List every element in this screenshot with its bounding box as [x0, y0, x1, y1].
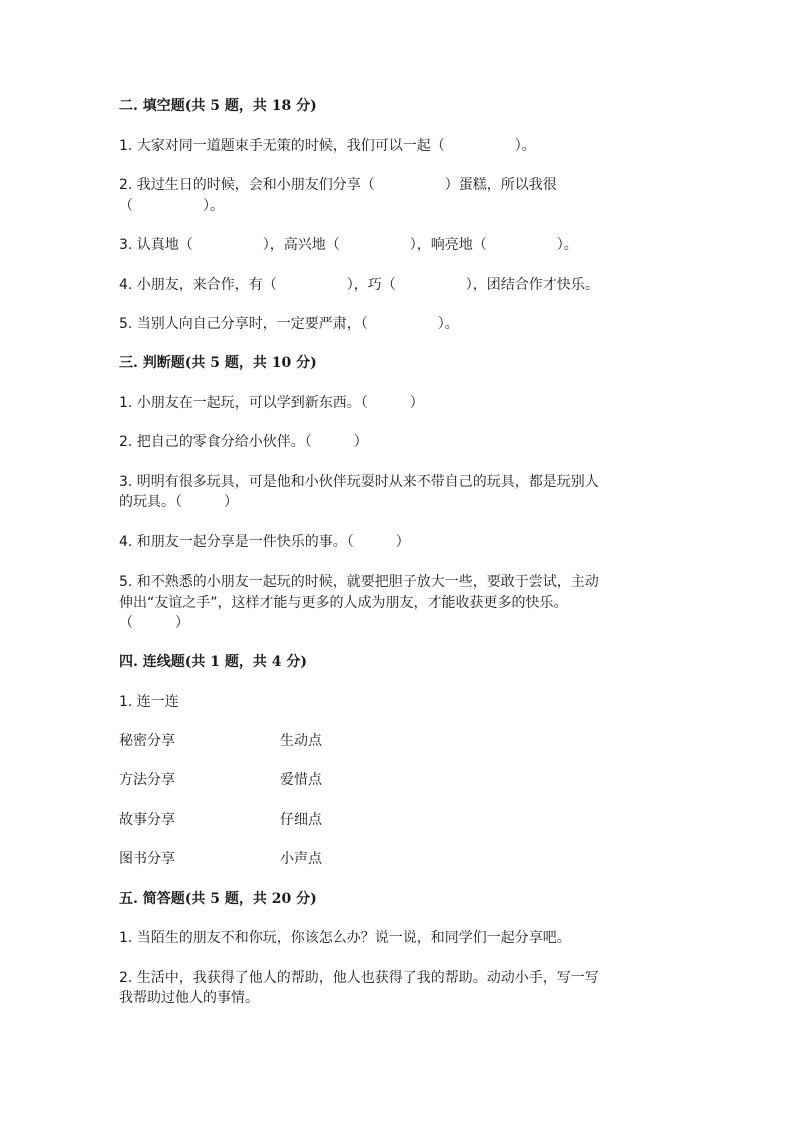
true-false-question-1: 1. 小朋友在一起玩，可以学到新东西。（ ） — [119, 395, 424, 411]
section-heading-short-answer: 五. 简答题(共 5 题，共 20 分) — [119, 891, 317, 907]
matching-left-item: 方法分享 — [119, 772, 175, 788]
fill-blank-question-4: 4. 小朋友，来合作，有（ ），巧（ ），团结合作才快乐。 — [119, 277, 599, 293]
true-false-question-5-line-2: 伸出“友谊之手”，这样才能与更多的人成为朋友，才能收获更多的快乐。 — [119, 595, 568, 611]
matching-right-item: 生动点 — [280, 733, 322, 749]
fill-blank-question-1: 1. 大家对同一道题束手无策的时候，我们可以一起（ ）。 — [119, 138, 536, 154]
matching-left-item: 秘密分享 — [119, 733, 175, 749]
short-answer-question-1: 1. 当陌生的朋友不和你玩，你该怎么办？说一说，和同学们一起分享吧。 — [119, 930, 571, 946]
matching-right-item: 爱惜点 — [280, 772, 322, 788]
true-false-question-2: 2. 把自己的零食分给小伙伴。（ ） — [119, 434, 368, 450]
true-false-question-3-line-2: 的玩具。（ ） — [119, 494, 238, 510]
matching-right-item: 仔细点 — [280, 812, 322, 828]
fill-blank-question-5: 5. 当别人向自己分享时，一定要严肃，（ ）。 — [119, 316, 459, 332]
true-false-question-3-line-1: 3. 明明有很多玩具，可是他和小伙伴玩耍时从来不带自己的玩具，都是玩别人 — [119, 474, 599, 490]
true-false-question-4: 4. 和朋友一起分享是一件快乐的事。（ ） — [119, 534, 410, 550]
section-heading-matching: 四. 连线题(共 1 题，共 4 分) — [119, 654, 307, 670]
fill-blank-question-2-line-2: （ ）。 — [119, 198, 224, 214]
true-false-question-5-line-3: （ ） — [119, 615, 189, 631]
matching-left-item: 故事分享 — [119, 812, 175, 828]
fill-blank-question-3: 3. 认真地（ ），高兴地（ ），响亮地（ ）。 — [119, 237, 578, 253]
matching-left-item: 图书分享 — [119, 851, 175, 867]
section-heading-fill-blank: 二. 填空题(共 5 题，共 18 分) — [119, 98, 317, 114]
matching-right-item: 小声点 — [280, 851, 322, 867]
true-false-question-5-line-1: 5. 和不熟悉的小朋友一起玩的时候，就要把胆子放大一些，要敢于尝试，主动 — [119, 574, 599, 590]
short-answer-question-2-line-2: 我帮助过他人的事情。 — [119, 990, 259, 1006]
matching-question-1: 1. 连一连 — [119, 694, 179, 710]
short-answer-question-2-line-1: 2. 生活中，我获得了他人的帮助，他人也获得了我的帮助。动动小手，写一写 — [119, 970, 599, 986]
fill-blank-question-2-line-1: 2. 我过生日的时候，会和小朋友们分享（ ）蛋糕，所以我很 — [119, 177, 557, 193]
section-heading-true-false: 三. 判断题(共 5 题，共 10 分) — [119, 355, 317, 371]
